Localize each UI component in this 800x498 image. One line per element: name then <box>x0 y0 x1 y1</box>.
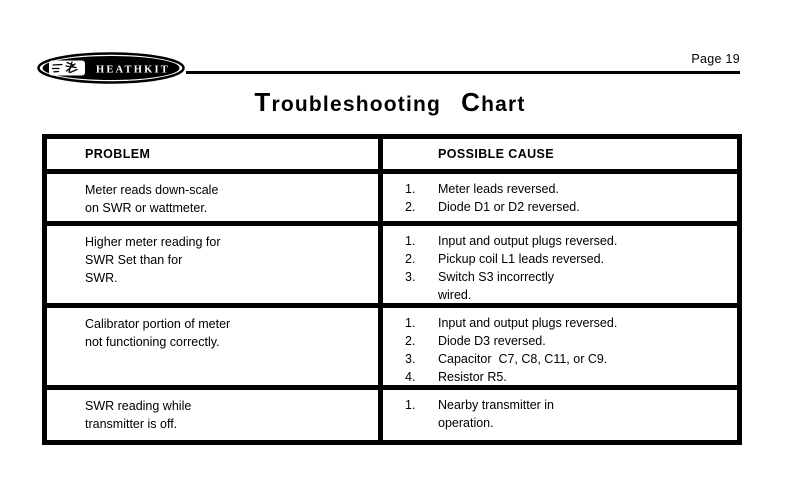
cause-item <box>383 368 729 386</box>
problem-line: transmitter is off. <box>85 417 178 431</box>
cause-number: 2. <box>405 200 416 214</box>
cause-cell <box>383 226 737 303</box>
cause-item <box>383 396 729 432</box>
cause-cell <box>383 174 737 221</box>
cause-item <box>383 332 729 350</box>
problem-line: not functioning correctly. <box>85 335 220 349</box>
problem-line: on SWR or wattmeter. <box>85 201 208 215</box>
title-word: Chart <box>461 87 526 117</box>
cause-item <box>383 268 729 304</box>
cause-text <box>438 198 729 216</box>
table-row <box>47 226 737 308</box>
cause-text <box>438 396 729 432</box>
heathkit-logo-text: HEATHKIT <box>95 64 171 76</box>
cause-text <box>438 314 729 332</box>
problem-cell <box>47 390 383 440</box>
cause-item <box>383 198 729 216</box>
cause-line: wired. <box>438 288 472 302</box>
cause-number: 3. <box>405 270 416 284</box>
problem-cell <box>47 308 383 385</box>
title-word: Troubleshooting <box>254 87 442 117</box>
problem-line: SWR Set than for <box>85 253 183 267</box>
cause-line: Diode D1 or D2 reversed. <box>438 200 580 214</box>
cause-item <box>383 180 729 198</box>
page-number: Page 19 <box>691 52 740 66</box>
column-header-problem: PROBLEM <box>47 139 383 169</box>
cause-line: operation. <box>438 416 494 430</box>
cause-number: 1. <box>405 182 416 196</box>
cause-number: 2. <box>405 252 416 266</box>
cause-text <box>438 268 729 304</box>
cause-text <box>438 180 729 198</box>
table-header-row <box>47 139 737 174</box>
cause-number: 1. <box>405 234 416 248</box>
cause-line: Meter leads reversed. <box>438 182 559 196</box>
cause-item <box>383 250 729 268</box>
cause-number: 2. <box>405 334 416 348</box>
cause-line: Capacitor C7, C8, C11, or C9. <box>438 352 608 366</box>
cause-number: 3. <box>405 352 416 366</box>
cause-line: Switch S3 incorrectly <box>438 270 555 284</box>
page-title <box>0 87 780 118</box>
cause-text <box>438 350 729 368</box>
cause-line: Pickup coil L1 leads reversed. <box>438 252 605 266</box>
problem-line: Calibrator portion of meter <box>85 317 231 331</box>
table-row <box>47 390 737 440</box>
problem-line: SWR. <box>85 271 118 285</box>
problem-cell <box>47 226 383 303</box>
cause-text <box>438 250 729 268</box>
cause-item <box>383 314 729 332</box>
cause-number: 4. <box>405 370 416 384</box>
cause-line: Nearby transmitter in <box>438 398 555 412</box>
header-rule <box>186 71 740 74</box>
problem-line: Higher meter reading for <box>85 235 221 249</box>
cause-cell <box>383 308 737 385</box>
problem-line: Meter reads down-scale <box>85 183 219 197</box>
cause-cell <box>383 390 737 440</box>
cause-line: Diode D3 reversed. <box>438 334 546 348</box>
cause-line: Input and output plugs reversed. <box>438 316 618 330</box>
cause-text <box>438 332 729 350</box>
table-row <box>47 174 737 226</box>
cause-number: 1. <box>405 316 416 330</box>
cause-line: Resistor R5. <box>438 370 507 384</box>
cause-text <box>438 368 729 386</box>
problem-cell <box>47 174 383 221</box>
column-header-possible-cause: POSSIBLE CAUSE <box>438 147 555 161</box>
troubleshooting-table <box>42 134 742 445</box>
table-row <box>47 308 737 390</box>
cause-text <box>438 232 729 250</box>
cause-item <box>383 232 729 250</box>
problem-line: SWR reading while <box>85 399 192 413</box>
cause-line: Input and output plugs reversed. <box>438 234 618 248</box>
cause-item <box>383 350 729 368</box>
cause-number: 1. <box>405 398 416 412</box>
